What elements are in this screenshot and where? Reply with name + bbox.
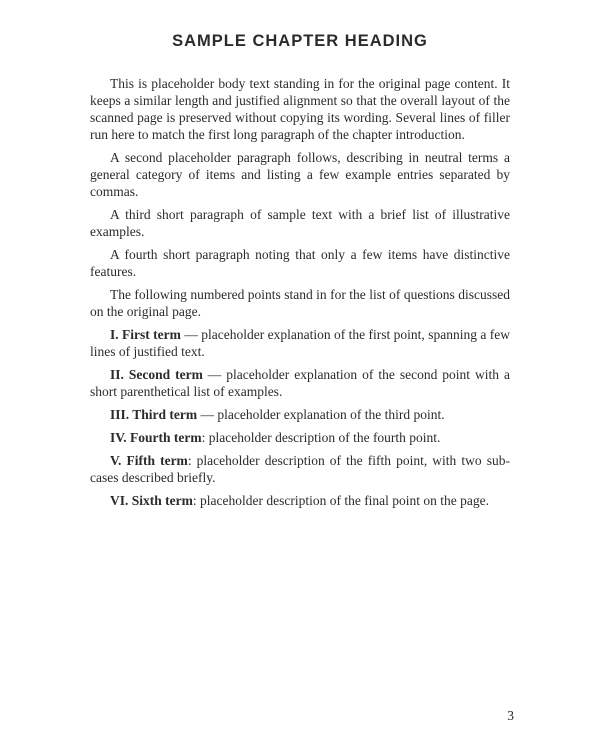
list-item: I. First term — placeholder explanation of the first point, spanning a few lines of justified text. — [90, 327, 510, 359]
paragraph: A second placeholder paragraph follows, describing in neutral terms a general category of items and listing a few example entries separated by commas. — [90, 150, 510, 199]
paragraph: A third short paragraph of sample text with a brief list of illustrative examples. — [90, 207, 510, 239]
list-item: II. Second term — placeholder explanation of the second point with a short parenthetical list of examples. — [90, 367, 510, 399]
paragraph: This is placeholder body text standing in for the original page content. It keeps a similar length and justified alignment so that the overall layout of the scanned page is preserved without copying its wording. Several lines of filler run here to match the first long paragraph of the chapter introduction. — [90, 76, 510, 142]
paragraph: The following numbered points stand in for the list of questions discussed on the original page. — [90, 287, 510, 319]
page-number: 3 — [507, 708, 514, 723]
list-item: III. Third term — placeholder explanation of the third point. — [110, 407, 445, 422]
paragraph: A fourth short paragraph noting that only a few items have distinctive features. — [90, 247, 510, 279]
list-item: IV. Fourth term: placeholder description of the fourth point. — [110, 430, 441, 445]
body-text — [90, 75, 510, 509]
chapter-heading: SAMPLE CHAPTER HEADING — [172, 32, 428, 50]
list-item: VI. Sixth term: placeholder description of the final point on the page. — [110, 493, 490, 508]
list-item: V. Fifth term: placeholder description of the fifth point, with two sub-cases described briefly. — [90, 453, 511, 485]
